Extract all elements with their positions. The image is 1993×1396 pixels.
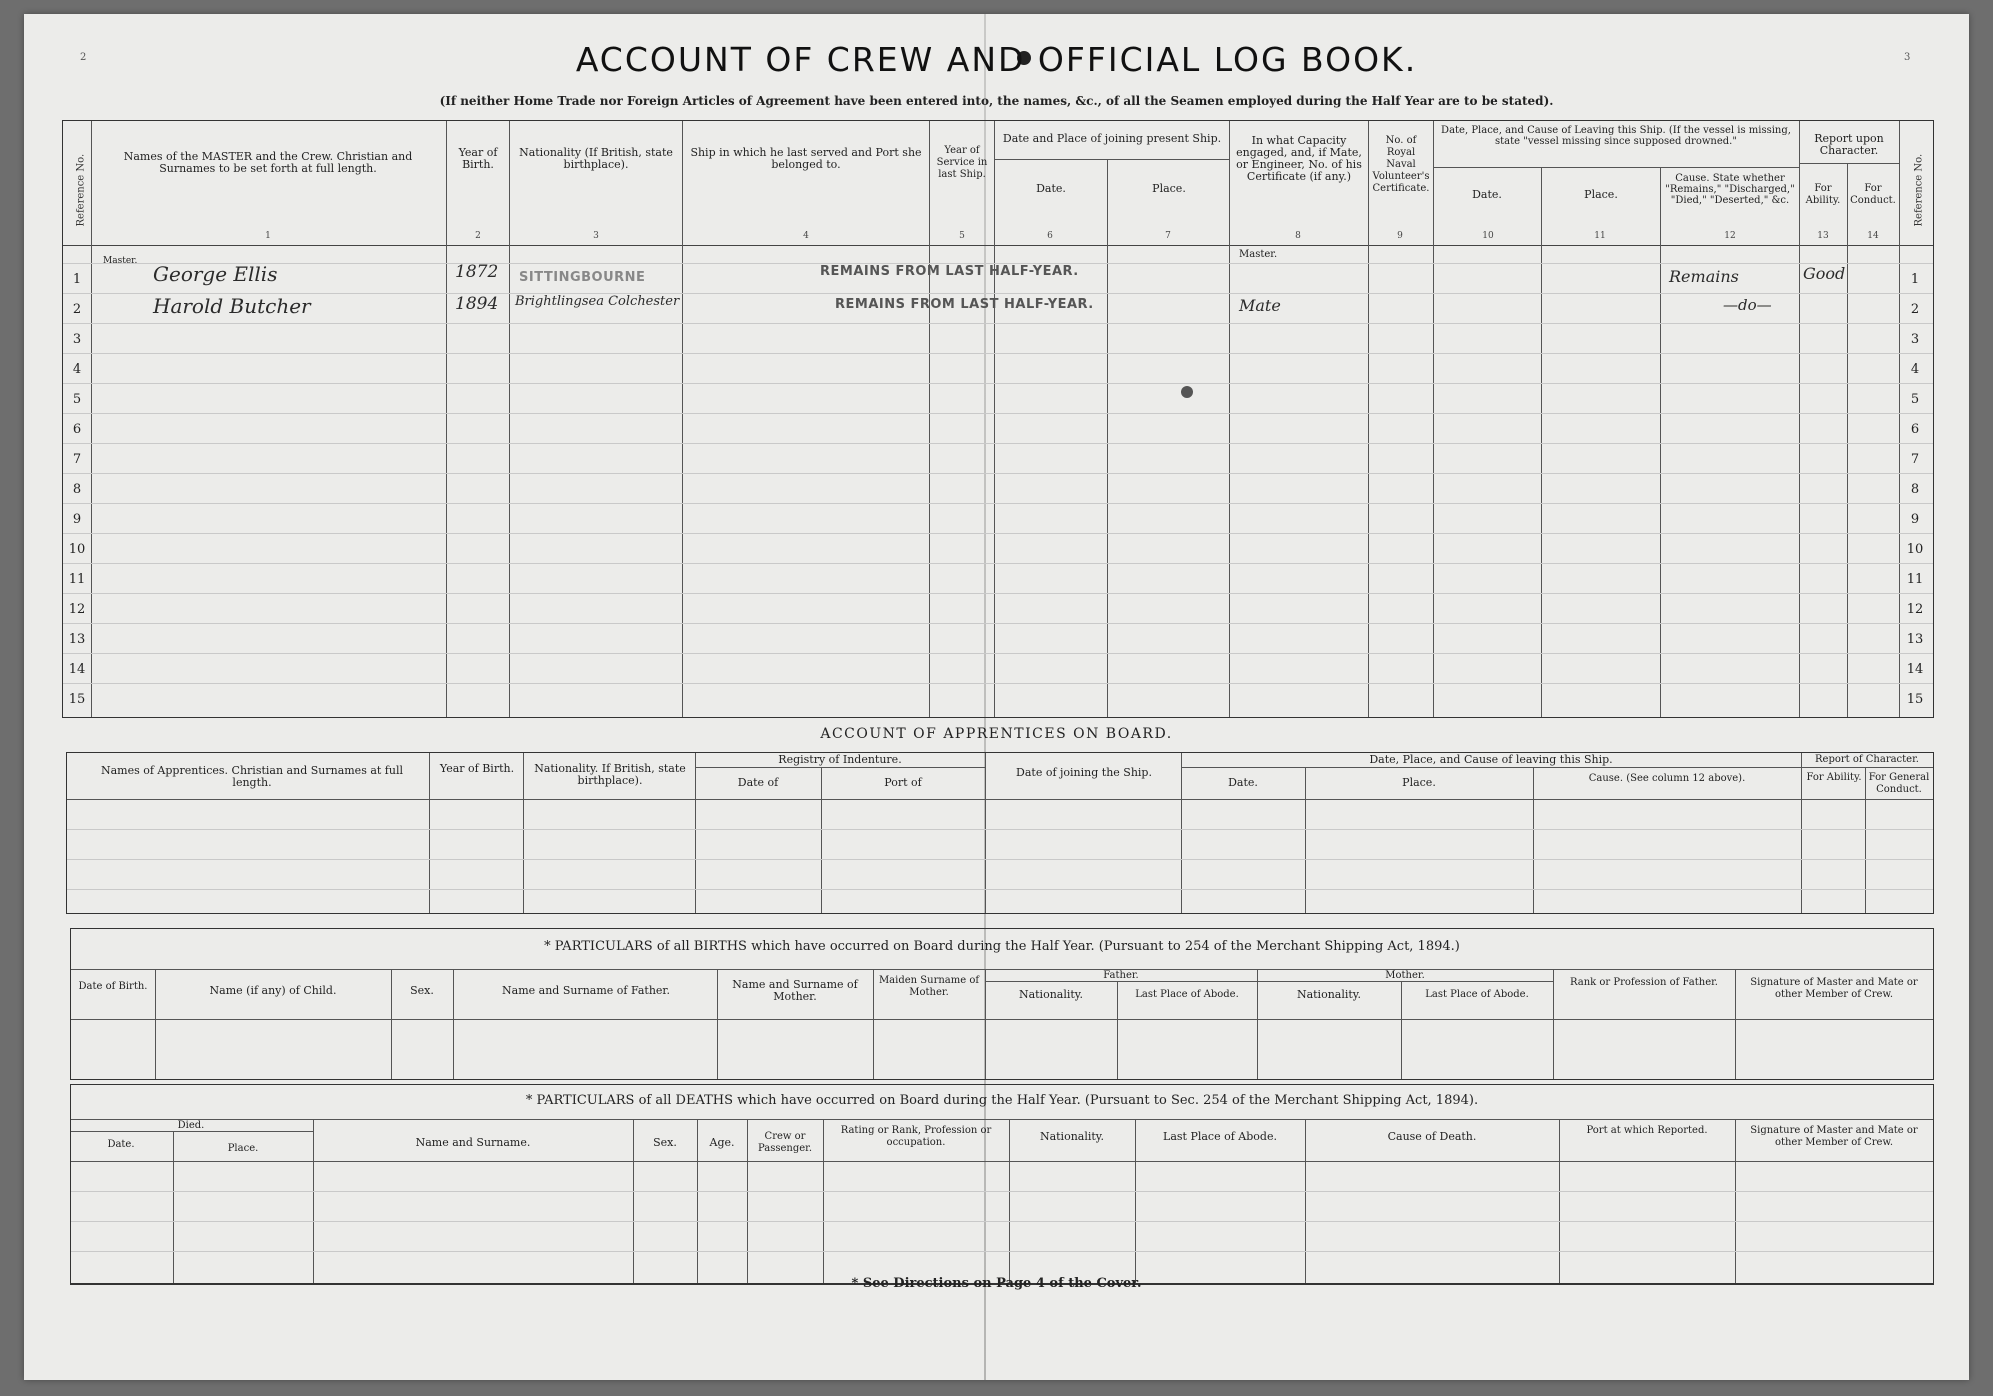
ref-right-5: 5	[1910, 392, 1920, 407]
crew-2-capacity: Mate	[1239, 296, 1281, 315]
apprentices-col-report: Report of Character.	[1815, 754, 1919, 765]
colnum-5: 5	[959, 231, 965, 241]
apprentices-col-year: Year of Birth.	[439, 762, 515, 775]
ref-left-9: 9	[72, 512, 82, 527]
crew-1-year: 1872	[455, 262, 499, 282]
crew-2-ship: REMAINS FROM LAST HALF-YEAR.	[835, 297, 1094, 312]
births-col-mother: Mother.	[1385, 970, 1425, 981]
ref-left-5: 5	[72, 392, 82, 407]
apprentices-col-reg-port: Port of	[884, 776, 922, 789]
births-col-mother-nat: Nationality.	[1296, 988, 1362, 1001]
births-col-date: Date of Birth.	[78, 981, 148, 992]
ref-left-6: 6	[72, 422, 82, 437]
deaths-col-port: Port at which Reported.	[1586, 1125, 1708, 1136]
ref-left-2: 2	[72, 302, 82, 317]
deaths-col-sex: Sex.	[653, 1136, 677, 1149]
crew-col-years: Year of Service in last Ship.	[936, 145, 988, 180]
births-col-father-nat: Nationality.	[1018, 988, 1084, 1001]
crew-2-nationality: Brightlingsea Colchester	[515, 294, 680, 309]
crew-col-rnv: No. of Royal Naval Volunteer's Certificate.	[1372, 135, 1430, 194]
apprentices-col-nationality: Nationality. If British, state birthplace).	[534, 762, 686, 787]
crew-col-joining-place: Place.	[1152, 182, 1186, 195]
page-title: ACCOUNT OF CREW AND OFFICIAL LOG BOOK.	[575, 40, 1418, 79]
births-col-sig: Signature of Master and Mate or other Member of Crew.	[1750, 977, 1918, 1000]
births-col-maiden: Maiden Surname of Mother.	[878, 975, 980, 998]
apprentices-col-leave-place: Place.	[1402, 776, 1436, 789]
apprentices-col-joining: Date of joining the Ship.	[1016, 766, 1152, 779]
apprentices-col-reg-date: Date of	[737, 776, 779, 789]
footer-note: * See Directions on Page 4 of the Cover.	[851, 1276, 1142, 1291]
colnum-2: 2	[475, 231, 481, 241]
crew-col-joining: Date and Place of joining present Ship.	[1002, 132, 1222, 145]
colnum-12: 12	[1724, 231, 1736, 241]
ref-right-6: 6	[1910, 422, 1920, 437]
ref-right-9: 9	[1910, 512, 1920, 527]
crew-col-capacity: In what Capacity engaged, and, if Mate, or Engineer, No. of his Certificate (if any.)	[1236, 134, 1362, 183]
ref-right-10: 10	[1906, 542, 1924, 557]
deaths-col-cause: Cause of Death.	[1387, 1130, 1477, 1143]
ref-left-12: 12	[68, 602, 86, 617]
ref-right-8: 8	[1910, 482, 1920, 497]
crew-col-conduct: For Conduct.	[1850, 183, 1896, 206]
crew-2-year: 1894	[455, 294, 499, 314]
births-col-rank: Rank or Profession of Father.	[1570, 977, 1718, 988]
colnum-1: 1	[265, 231, 271, 241]
apprentices-col-leaving: Date, Place, and Cause of leaving this Ship.	[1369, 753, 1613, 766]
births-col-mother-abode: Last Place of Abode.	[1425, 989, 1529, 1000]
ref-right-7: 7	[1910, 452, 1920, 467]
ref-right-1: 1	[1910, 272, 1920, 287]
apprentices-col-leave-date: Date.	[1228, 776, 1258, 789]
deaths-col-place: Place.	[227, 1143, 259, 1154]
page-number-left: 2	[80, 52, 87, 63]
apprentices-col-name: Names of Apprentices. Christian and Surnames at full length.	[100, 764, 404, 789]
ref-left-1: 1	[72, 272, 82, 287]
deaths-col-abode: Last Place of Abode.	[1163, 1130, 1277, 1143]
crew-ref-label-right: Reference No.	[1913, 153, 1925, 227]
deaths-col-rating: Rating or Rank, Profession or occupation.	[840, 1125, 992, 1148]
births-col-father-name: Name and Surname of Father.	[502, 984, 670, 997]
apprentices-col-ability: For Ability.	[1806, 772, 1862, 783]
ref-right-13: 13	[1906, 632, 1924, 647]
page-subtitle: (If neither Home Trade nor Foreign Articles of Agreement have been entered into, the names, &c., of all the Seamen employed during the Half Year are to be stated).	[439, 94, 1554, 108]
births-title: * PARTICULARS of all BIRTHS which have occurred on Board during the Half Year. (Pursuant to 254 of the Merchant Shipping Act, 1894.)	[544, 939, 1460, 954]
ref-right-14: 14	[1906, 662, 1924, 677]
births-col-mother-name: Name and Surname of Mother.	[732, 978, 858, 1003]
apprentices-col-registry: Registry of Indenture.	[778, 753, 902, 766]
ref-right-15: 15	[1906, 692, 1924, 707]
crew-col-name: Names of the MASTER and the Crew. Christian and Surnames to be set forth at full length.	[123, 150, 413, 175]
crew-2-cause: —do—	[1723, 296, 1772, 314]
deaths-table	[70, 1084, 1934, 1285]
ref-right-11: 11	[1906, 572, 1924, 587]
births-col-father: Father.	[1103, 970, 1139, 981]
crew-2-name: Harold Butcher	[153, 294, 311, 318]
ref-left-11: 11	[68, 572, 86, 587]
crew-col-joining-date: Date.	[1036, 182, 1066, 195]
master-capacity-label: Master.	[1239, 249, 1278, 260]
colnum-8: 8	[1295, 231, 1301, 241]
ref-right-3: 3	[1910, 332, 1920, 347]
colnum-10: 10	[1482, 231, 1494, 241]
births-col-name: Name (if any) of Child.	[209, 984, 337, 997]
ref-left-14: 14	[68, 662, 86, 677]
apprentices-table	[66, 752, 1934, 914]
crew-col-ability: For Ability.	[1805, 183, 1841, 206]
crew-col-leaving-place: Place.	[1584, 188, 1618, 201]
apprentices-col-conduct: For General Conduct.	[1868, 772, 1930, 795]
crew-col-report: Report upon Character.	[1814, 132, 1884, 157]
page-number-right: 3	[1904, 52, 1911, 63]
crew-1-nationality: SITTINGBOURNE	[519, 270, 646, 285]
master-label: Master.	[103, 256, 138, 266]
colnum-9: 9	[1397, 231, 1403, 241]
ref-left-13: 13	[68, 632, 86, 647]
births-col-sex: Sex.	[410, 984, 434, 997]
deaths-title: * PARTICULARS of all DEATHS which have occurred on Board during the Half Year. (Pursuant to Sec. 254 of the Merchant Shipping Act, 1894).	[525, 1093, 1479, 1108]
deaths-col-age: Age.	[709, 1136, 735, 1149]
apprentices-title: ACCOUNT OF APPRENTICES ON BOARD.	[820, 726, 1173, 742]
colnum-4: 4	[803, 231, 809, 241]
crew-col-leaving-date: Date.	[1472, 188, 1502, 201]
ref-left-7: 7	[72, 452, 82, 467]
crew-col-ship: Ship in which he last served and Port she belonged to.	[690, 146, 922, 171]
ref-left-15: 15	[68, 692, 86, 707]
crew-1-cause: Remains	[1669, 267, 1739, 286]
deaths-col-died: Died.	[177, 1120, 205, 1131]
deaths-col-nat: Nationality.	[1039, 1130, 1105, 1143]
log-book-page	[24, 14, 1969, 1380]
ref-right-12: 12	[1906, 602, 1924, 617]
deaths-col-crew: Crew or Passenger.	[757, 1131, 813, 1154]
deaths-col-date: Date.	[107, 1139, 135, 1150]
ref-left-4: 4	[72, 362, 82, 377]
colnum-6: 6	[1047, 231, 1053, 241]
crew-ref-label-left: Reference No.	[75, 153, 87, 227]
deaths-col-name: Name and Surname.	[415, 1136, 531, 1149]
ref-right-2: 2	[1910, 302, 1920, 317]
ref-left-3: 3	[72, 332, 82, 347]
colnum-3: 3	[593, 231, 599, 241]
crew-col-cause: Cause. State whether "Remains," "Discharged," "Died," "Deserted," &c.	[1665, 173, 1795, 206]
crew-1-name: George Ellis	[153, 262, 278, 286]
ref-left-10: 10	[68, 542, 86, 557]
crew-table	[62, 120, 1934, 718]
ref-left-8: 8	[72, 482, 82, 497]
crew-col-nationality: Nationality (If British, state birthplace).	[519, 146, 673, 171]
colnum-14: 14	[1867, 231, 1879, 241]
apprentices-col-leave-cause: Cause. (See column 12 above).	[1588, 773, 1746, 784]
colnum-11: 11	[1594, 231, 1606, 241]
ref-right-4: 4	[1910, 362, 1920, 377]
colnum-7: 7	[1165, 231, 1171, 241]
colnum-13: 13	[1817, 231, 1829, 241]
births-table	[70, 928, 1934, 1080]
crew-1-ship: REMAINS FROM LAST HALF-YEAR.	[820, 264, 1079, 279]
crew-col-year: Year of Birth.	[458, 146, 498, 171]
births-col-father-abode: Last Place of Abode.	[1135, 989, 1239, 1000]
crew-col-leaving: Date, Place, and Cause of Leaving this Ship. (If the vessel is missing, state "vessel missing since supposed drowned."	[1441, 125, 1791, 147]
deaths-col-sig: Signature of Master and Mate or other Member of Crew.	[1750, 1125, 1918, 1148]
crew-1-ability: Good	[1803, 264, 1846, 283]
